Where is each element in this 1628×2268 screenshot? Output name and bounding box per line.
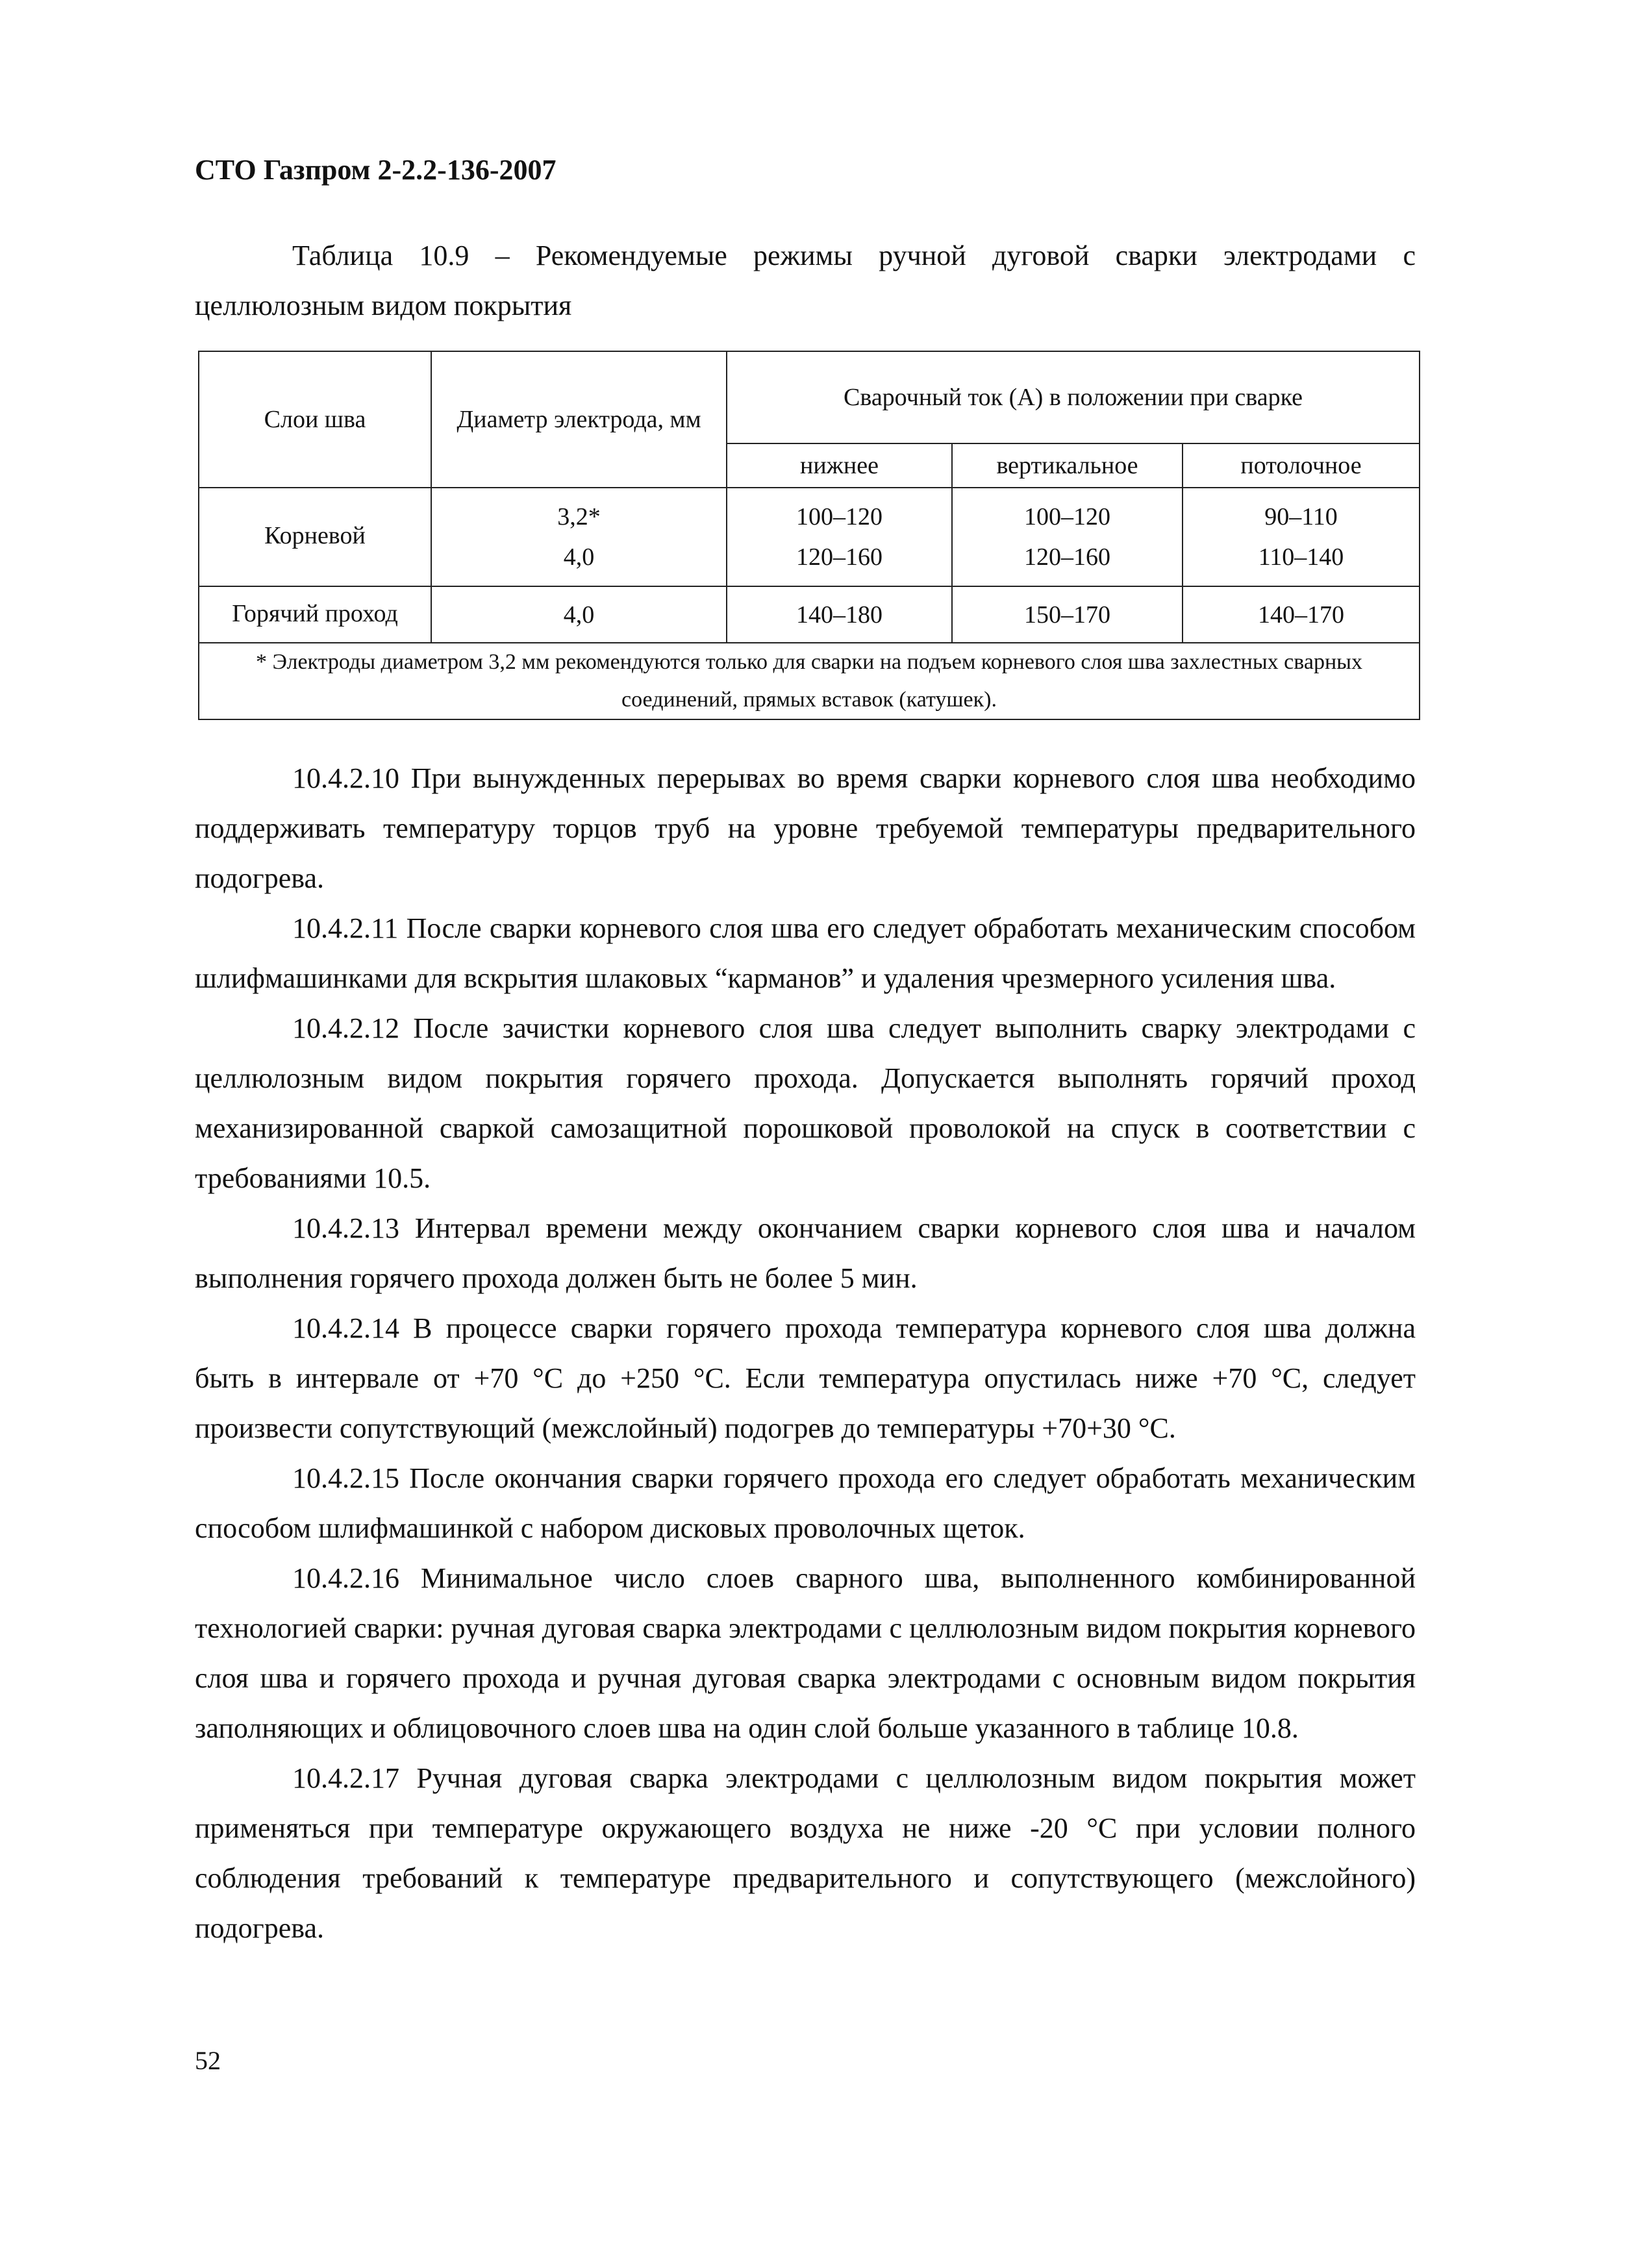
table-caption <box>195 231 1416 330</box>
table-footnote: * Электроды диаметром 3,2 мм рекомендуются только для сварки на подъем корневого слоя шва захлестных сварных соединений, прямых вставок (катушек). <box>199 643 1420 719</box>
header-position-vertical: вертикальное <box>952 443 1183 488</box>
layer-cell <box>199 586 431 643</box>
current-value: 100–120 <box>796 503 883 530</box>
diameter-value: 3,2* <box>557 503 601 530</box>
diameter-cell <box>431 488 727 586</box>
header-position-bottom: нижнее <box>727 443 952 488</box>
paragraph-10-4-2-12: 10.4.2.12 После зачистки корневого слоя шва следует выполнить сварку электродами с целлюлозным видом покрытия горячего прохода. Допускается выполнять горячий проход механизированной сваркой самозащитной порошковой проволокой на спуск в соответствии с требованиями 10.5. <box>195 1012 1416 1194</box>
paragraph-10-4-2-14: 10.4.2.14 В процессе сварки горячего прохода температура корневого слоя шва должна быть в интервале от +70 °С до +250 °С. Если температура опустилась ниже +70 °С, следует произвести сопутствующий (межслойный) подогрев до температуры +70+30 °С. <box>195 1312 1416 1444</box>
current-vertical-cell <box>952 488 1183 586</box>
table-caption-line-1: Таблица 10.9 – Рекомендуемые режимы ручной дуговой сварки электродами с <box>292 240 1416 271</box>
header-layers: Слои шва <box>199 351 431 488</box>
diameter-value: 4,0 <box>431 586 727 643</box>
body-text <box>195 753 1416 1953</box>
table-row <box>199 586 1420 643</box>
current-value: 150–170 <box>952 586 1183 643</box>
diameter-value: 4,0 <box>563 543 595 571</box>
current-value: 120–160 <box>1024 543 1110 571</box>
layer-cell <box>199 488 431 586</box>
page-number: 52 <box>195 2046 221 2075</box>
header-position-overhead: потолочное <box>1183 443 1420 488</box>
current-bottom-cell <box>727 488 952 586</box>
paragraph-10-4-2-11: 10.4.2.11 После сварки корневого слоя шва его следует обработать механическим способом шлифмашинками для вскрытия шлаковых “карманов” и удаления чрезмерного усиления шва. <box>195 912 1416 994</box>
table-row <box>199 488 1420 586</box>
layer-root: Корневой <box>264 522 366 549</box>
header-current: Сварочный ток (А) в положении при сварке <box>727 351 1420 443</box>
paragraph-10-4-2-17: 10.4.2.17 Ручная дуговая сварка электродами с целлюлозным видом покрытия может применяться при температуре окружающего воздуха не ниже -20 °С при условии полного соблюдения требований к температуре предварительного и сопутствующего (межслойного) подогрева. <box>195 1762 1416 1944</box>
layer-hot-pass: Горячий проход <box>232 599 398 627</box>
current-overhead-cell <box>1183 488 1420 586</box>
current-value: 100–120 <box>1024 503 1110 530</box>
table-caption-line-2: целлюлозным видом покрытия <box>195 290 572 321</box>
current-value: 90–110 <box>1264 503 1338 530</box>
current-value: 110–140 <box>1258 543 1344 571</box>
current-value: 140–180 <box>727 586 952 643</box>
paragraph-10-4-2-13: 10.4.2.13 Интервал времени между окончанием сварки корневого слоя шва и началом выполнения горячего прохода должен быть не более 5 мин. <box>195 1212 1416 1294</box>
paragraph-10-4-2-15: 10.4.2.15 После окончания сварки горячего прохода его следует обработать механическим способом шлифмашинкой с набором дисковых проволочных щеток. <box>195 1462 1416 1544</box>
header-diameter: Диаметр электрода, мм <box>431 351 727 488</box>
document-code-header: СТО Газпром 2-2.2-136-2007 <box>195 154 557 186</box>
current-value: 140–170 <box>1183 586 1420 643</box>
current-value: 120–160 <box>796 543 883 571</box>
paragraph-10-4-2-16: 10.4.2.16 Минимальное число слоев сварного шва, выполненного комбинированной технологией сварки: ручная дуговая сварка электродами с целлюлозным видом покрытия корневого слоя шва и горячего прохода и ручная дуговая сварка электродами с основным видом покрытия заполняющих и облицовочного слоев шва на один слой больше указанного в таблице 10.8. <box>195 1562 1416 1744</box>
paragraph-10-4-2-10: 10.4.2.10 При вынужденных перерывах во время сварки корневого слоя шва необходимо поддерживать температуру торцов труб на уровне требуемой температуры предварительного подогрева. <box>195 762 1416 894</box>
welding-modes-table <box>198 351 1420 720</box>
